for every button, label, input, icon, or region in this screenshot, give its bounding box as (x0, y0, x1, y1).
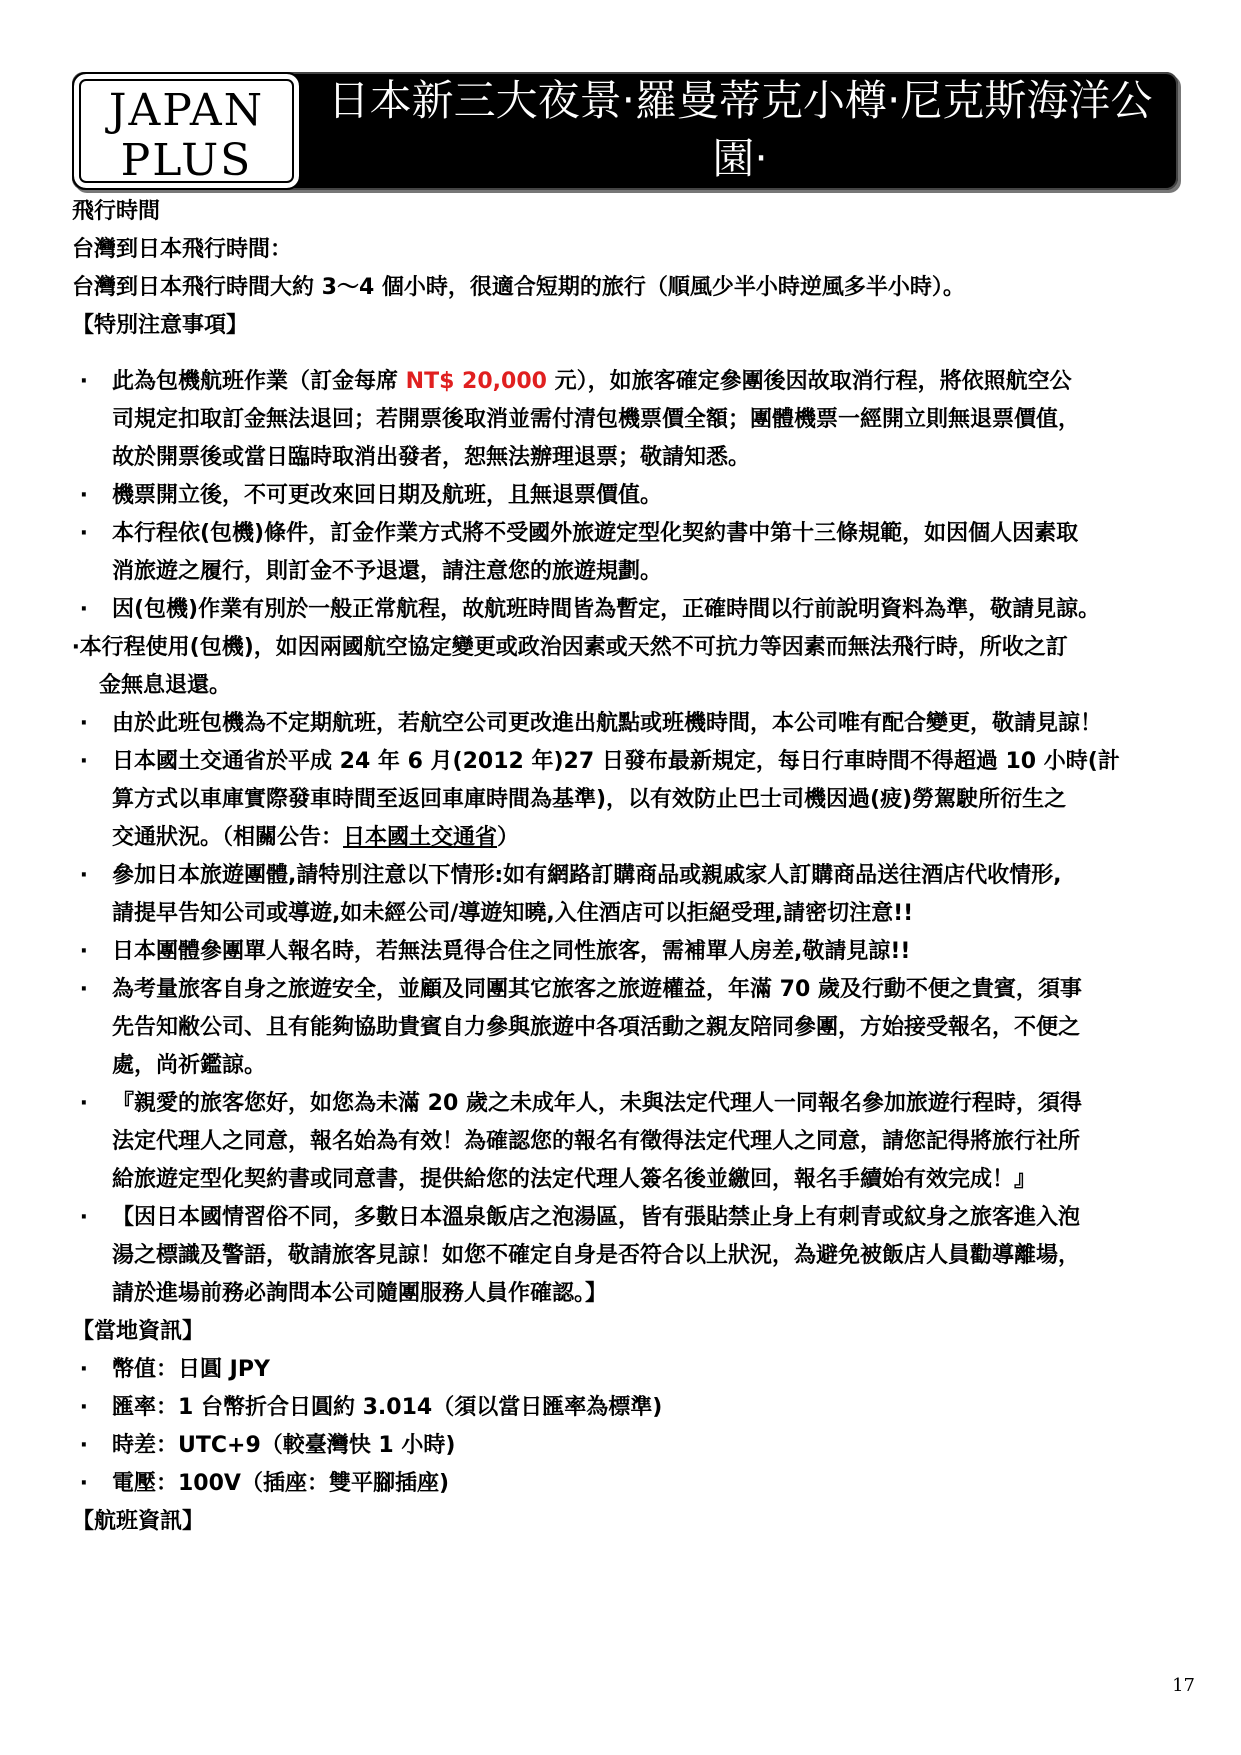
bullet-dot: ‧ (80, 1205, 88, 1230)
notice-item (72, 477, 1207, 515)
notice-item (72, 1199, 1207, 1313)
bullet-dot: ‧ (80, 1395, 88, 1420)
bullet-dot: ‧ (80, 597, 88, 622)
voltage-info: 電壓：100V（插座：雙平腳插座) (112, 1471, 450, 1496)
notice-item (72, 971, 1207, 1085)
bullet-dot: ‧ (80, 1357, 88, 1382)
local-info-item (72, 1389, 1207, 1427)
notice-item (72, 363, 1207, 477)
notice-text-cont: 給旅遊定型化契約書或同意書，提供給您的法定代理人簽名後並繳回，報名手續始有效完成！』 (112, 1167, 1037, 1192)
bullet-dot: ‧ (80, 483, 88, 508)
bullet-dot: ‧ (80, 977, 88, 1002)
notice-text-part: 此為包機航班作業（訂金每席 (112, 369, 406, 394)
notice-text: 為考量旅客自身之旅遊安全，並顧及同團其它旅客之旅遊權益，年滿 70 歲及行動不便之貴賓，須事 (112, 977, 1082, 1002)
local-info-item (72, 1351, 1207, 1389)
notice-text: ‧本行程使用(包機)，如因兩國航空協定變更或政治因素或天然不可抗力等因素而無法飛行時，所收之訂 (72, 635, 1068, 660)
tour-title (312, 72, 1168, 241)
document-body (72, 193, 1207, 1541)
bullet-dot: ‧ (80, 1091, 88, 1116)
notice-item (72, 743, 1207, 857)
notice-text: 日本團體參團單人報名時，若無法覓得合住之同性旅客，需補單人房差,敬請見諒!! (112, 939, 911, 964)
mlit-link[interactable]: 日本國土交通省 (343, 825, 498, 850)
notice-text-cont: 處，尚祈鑑諒。 (112, 1053, 267, 1078)
bullet-dot: ‧ (80, 521, 88, 546)
notice-item (72, 629, 1207, 705)
notice-text: 『親愛的旅客您好，如您為未滿 20 歲之未成年人，未與法定代理人一同報名參加旅遊行程時，須得 (112, 1091, 1082, 1116)
notice-text (112, 363, 1207, 401)
logo-text-japan: JAPAN (108, 85, 265, 136)
notice-item (72, 515, 1207, 591)
notice-text: 日本國土交通省於平成 24 年 6 月(2012 年)27 日發布最新規定，每日行車時間不得超過 10 小時(計 (112, 749, 1120, 774)
bullet-dot: ‧ (80, 369, 88, 394)
tour-title-line2: 北海道溫泉五日 (592, 192, 887, 241)
notice-item (72, 933, 1207, 971)
notice-text-cont: 司規定扣取訂金無法退回；若開票後取消並需付清包機票價全額；團體機票一經開立則無退票價值， (112, 407, 1081, 432)
notice-text-cont: 故於開票後或當日臨時取消出發者，恕無法辦理退票；敬請知悉。 (112, 445, 751, 470)
local-info-item (72, 1465, 1207, 1503)
notice-text-cont: 湯之標識及警語，敬請旅客見諒！如您不確定自身是否符合以上狀況，為避免被飯店人員勸導離場， (112, 1243, 1081, 1268)
flight-time-heading: 飛行時間 (72, 199, 161, 224)
bullet-dot: ‧ (80, 711, 88, 736)
bullet-dot: ‧ (80, 939, 88, 964)
notice-text-part: ） (497, 825, 520, 850)
notice-text-cont: 金無息退還。 (99, 673, 232, 698)
notice-text-cont (112, 819, 1207, 857)
notice-text-cont: 請提早告知公司或導遊,如未經公司/導遊知曉,入住酒店可以拒絕受理,請密切注意!! (112, 901, 914, 926)
notice-item (72, 1085, 1207, 1199)
currency-info: 幣值：日圓 JPY (112, 1357, 270, 1382)
flight-time-text: 台灣到日本飛行時間大約 3～4 個小時，很適合短期的旅行（順風少半小時逆風多半小時）。 (72, 275, 965, 300)
bullet-dot: ‧ (80, 1471, 88, 1496)
notice-item (72, 705, 1207, 743)
bullet-dot: ‧ (80, 1433, 88, 1458)
notice-item (72, 857, 1207, 933)
notice-text-cont: 法定代理人之同意，報名始為有效！為確認您的報名有徵得法定代理人之同意，請您記得將旅行社所 (112, 1129, 1081, 1154)
brand-logo (72, 72, 301, 190)
notice-item (72, 591, 1207, 629)
notice-text: 機票開立後，不可更改來回日期及航班，且無退票價值。 (112, 483, 663, 508)
notice-text-cont: 請於進場前務必詢問本公司隨團服務人員作確認。】 (112, 1281, 608, 1306)
flight-info-heading: 【航班資訊】 (72, 1509, 205, 1534)
tour-title-line1: 日本新三大夜景‧羅曼蒂克小樽‧尼克斯海洋公園‧ (327, 76, 1153, 183)
notice-text: 本行程依(包機)條件，訂金作業方式將不受國外旅遊定型化契約書中第十三條規範，如因個人因素取 (112, 521, 1079, 546)
notice-text-part: 交通狀況。（相關公告： (112, 825, 344, 850)
notice-text: 【因日本國情習俗不同，多數日本溫泉飯店之泡湯區，皆有張貼禁止身上有刺青或紋身之旅客進入泡 (112, 1205, 1081, 1230)
bullet-dot: ‧ (80, 863, 88, 888)
local-info-heading: 【當地資訊】 (72, 1319, 205, 1344)
logo-text-plus: PLUS (120, 135, 253, 186)
notice-text-part: 元），如旅客確定參團後因故取消行程，將依照航空公 (546, 369, 1072, 394)
exchange-rate-info: 匯率：1 台幣折合日圓約 3.014（須以當日匯率為標準) (112, 1395, 663, 1420)
local-info-item (72, 1427, 1207, 1465)
timezone-info: 時差：UTC+9（較臺灣快 1 小時) (112, 1433, 456, 1458)
notice-text-cont: 消旅遊之履行，則訂金不予退還，請注意您的旅遊規劃。 (112, 559, 663, 584)
notices-heading: 【特別注意事項】 (72, 313, 249, 338)
notice-text: 因(包機)作業有別於一般正常航程，故航班時間皆為暫定，正確時間以行前說明資料為準，敬請見諒。 (112, 597, 1101, 622)
deposit-amount: NT$ 20,000 (405, 369, 547, 394)
notice-text: 參加日本旅遊團體,請特別注意以下情形:如有網路訂購商品或親戚家人訂購商品送往酒店代收情形, (112, 863, 1062, 888)
notice-text-cont: 算方式以車庫實際發車時間至返回車庫時間為基準)，以有效防止巴士司機因過(疲)勞駕駛所衍生之 (112, 787, 1067, 812)
notice-text: 由於此班包機為不定期航班，若航空公司更改進出航點或班機時間，本公司唯有配合變更，敬請見諒！ (112, 711, 1103, 736)
bullet-dot: ‧ (80, 749, 88, 774)
page-number: 17 (1172, 1675, 1195, 1696)
flight-time-subheading: 台灣到日本飛行時間： (72, 237, 293, 262)
notice-text-cont: 先告知敝公司、且有能夠協助貴賓自力參與旅遊中各項活動之親友陪同參團，方始接受報名，不便之 (112, 1015, 1081, 1040)
